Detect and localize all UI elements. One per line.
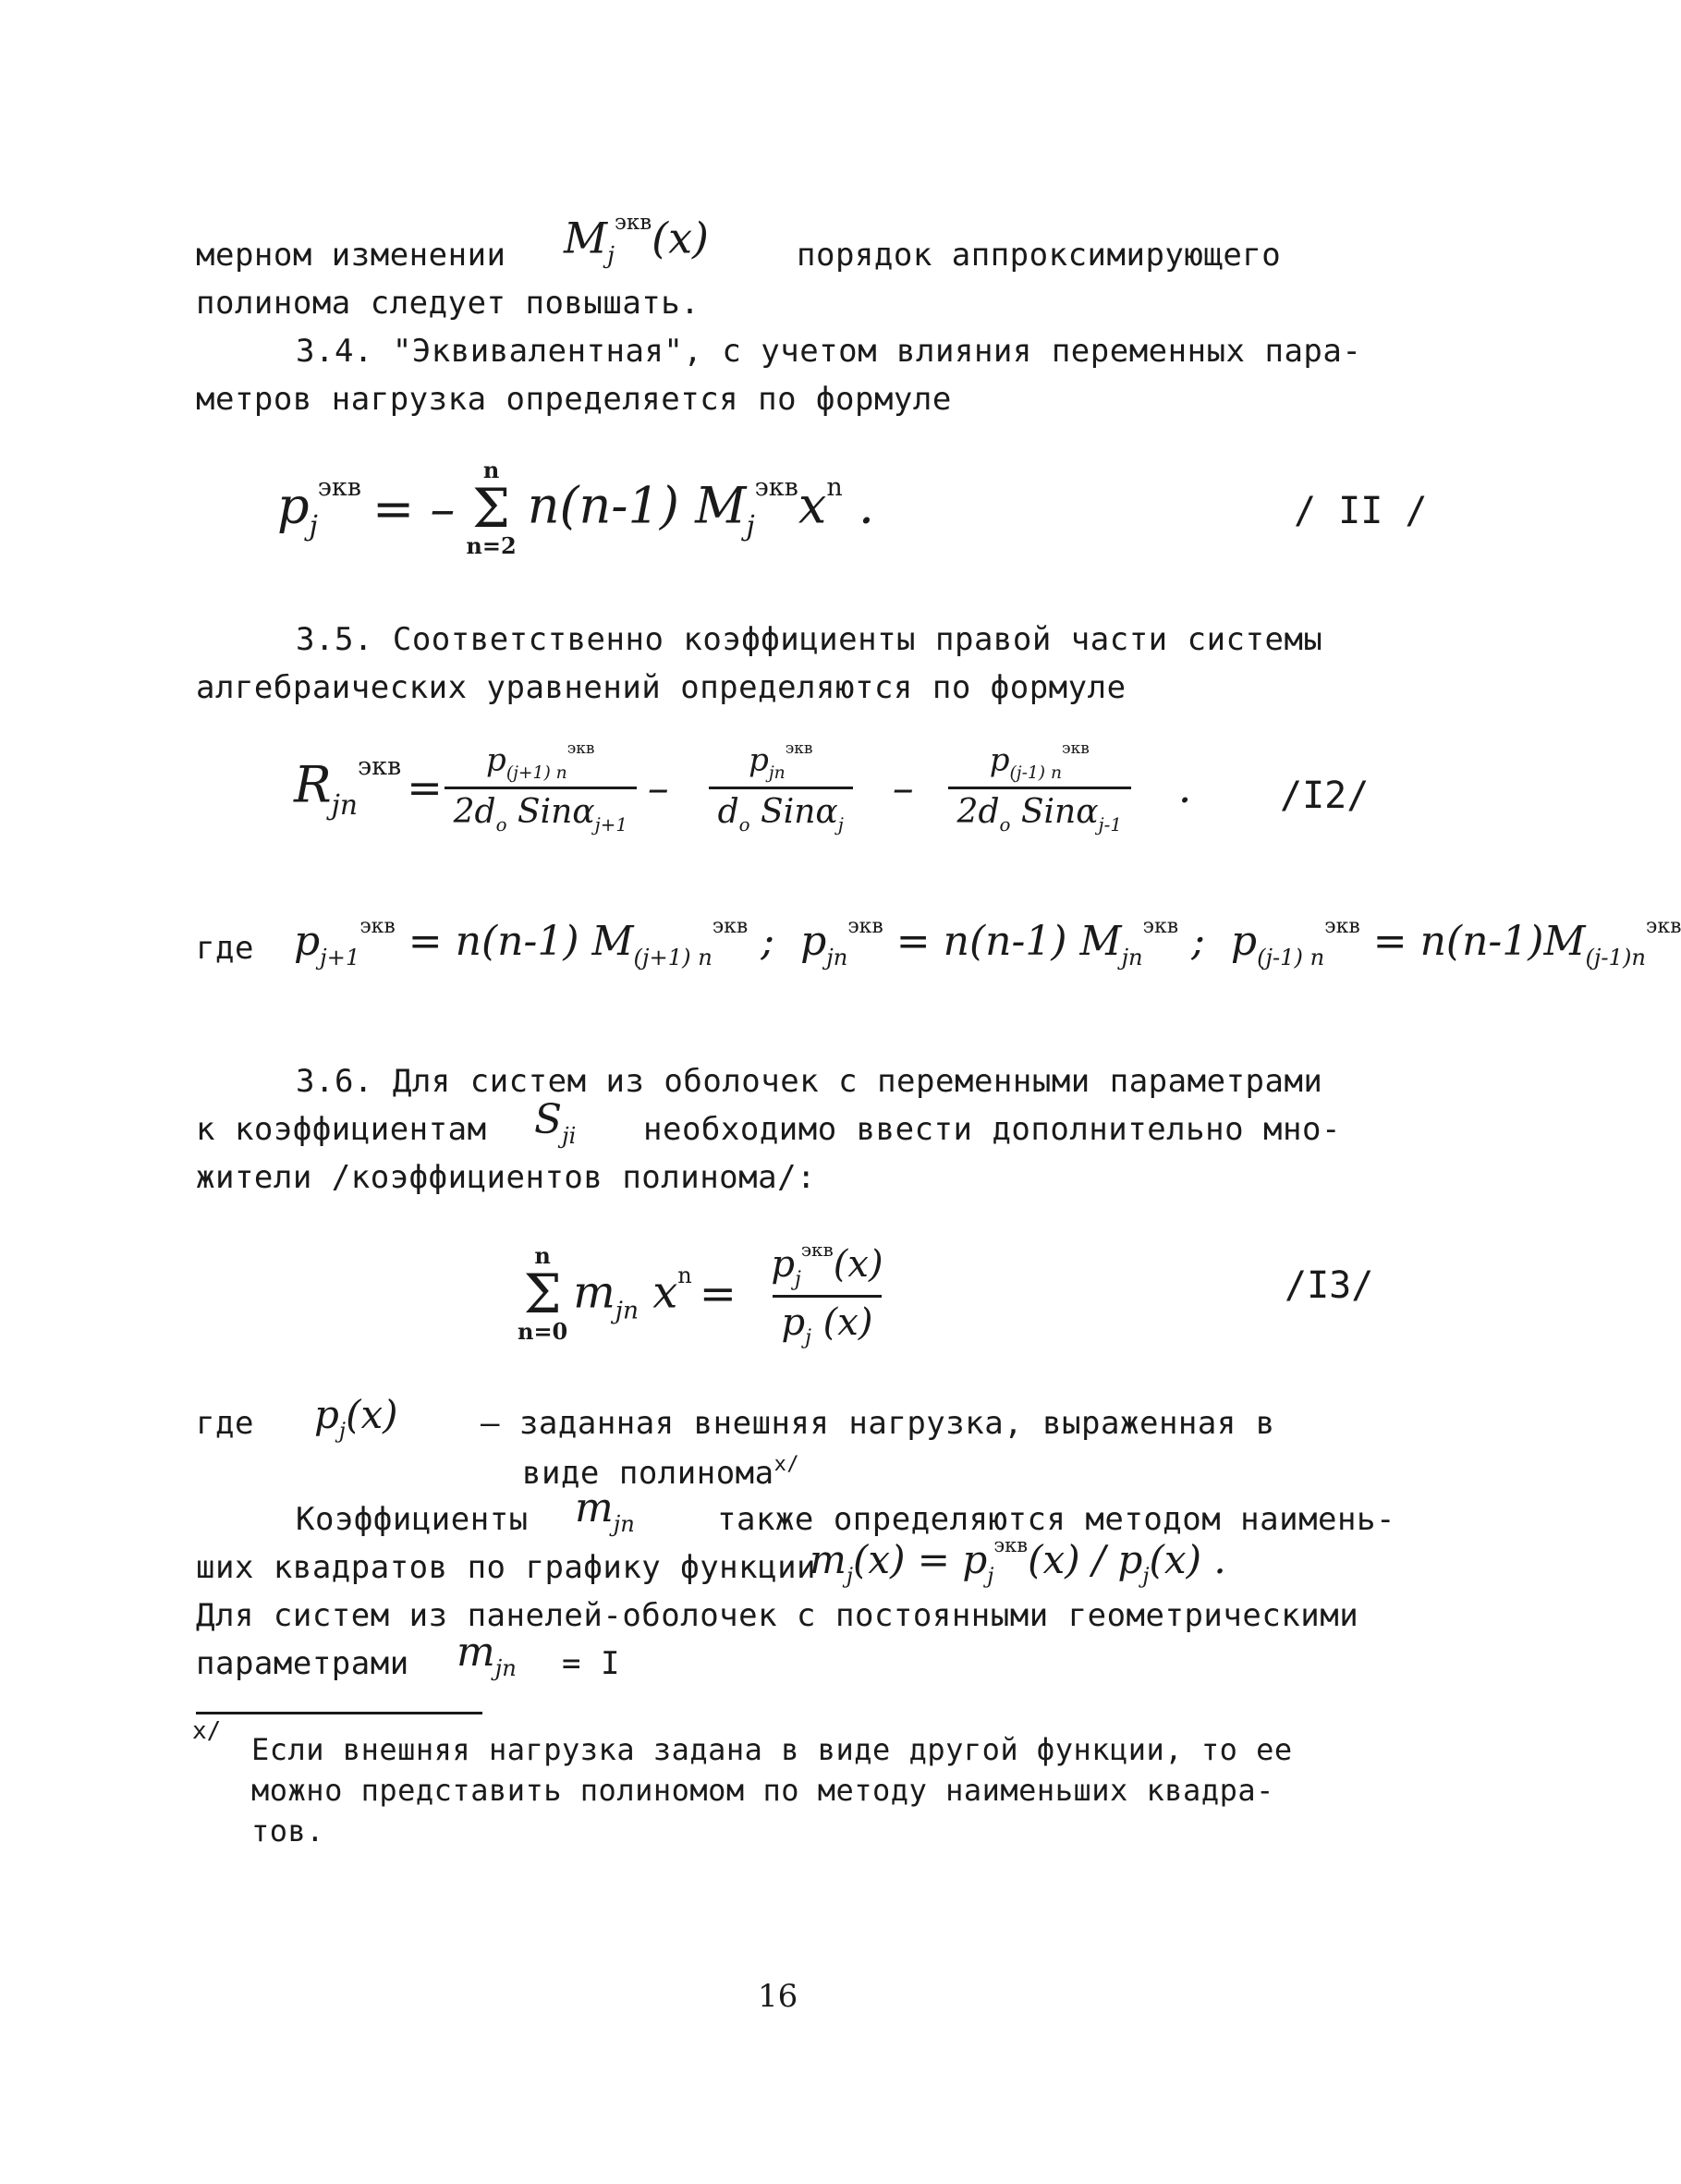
text-line-1b: порядок аппроксимирующего bbox=[797, 237, 1282, 274]
inline-formula-mj-ratio: $m_j(x) = p_j^{экв}(x) / p_j(x)$ . bbox=[810, 1534, 1226, 1589]
coef-line-2: ших квадратов по графику функции bbox=[196, 1549, 817, 1586]
equation-13: n Σ n=0 $m_{jn}$ $x^n$ = $\frac{p_j^{экв}(x)}{p_j (x)}$ bbox=[518, 1238, 883, 1349]
footnote-ref: x/ bbox=[774, 1453, 800, 1476]
footnote-marker: x/ bbox=[192, 1717, 222, 1745]
coef-line-1b: также определяются методом наимень- bbox=[717, 1501, 1395, 1538]
footnote-line-1: Если внешняя нагрузка задана в виде другой функции, то ее bbox=[251, 1732, 1293, 1767]
inline-formula-Mj-ekv: $M_j^{экв}(x)$ bbox=[564, 211, 710, 269]
page-number: 16 bbox=[758, 1978, 798, 2015]
where-2-text: виде полинома bbox=[522, 1455, 774, 1492]
coef-line-4a: параметрами bbox=[196, 1645, 409, 1682]
footnote-line-3: тов. bbox=[251, 1813, 325, 1848]
para-3-5-line-1: 3.5. Соответственно коэффициенты правой части системы bbox=[296, 621, 1323, 658]
equation-12: $R_{jn}^{экв}$ = $\frac{p_{(j+1) n}^{экв}}{2d_o Sin\alpha_{j+1}}$ – $\frac{p_{jn}^{экв}}{d_o Sin\alpha_j}$ – $\frac{p_{(j-1) n}^{экв}}{2d_o Sin\alpha_{j-1}}$ . bbox=[294, 739, 1192, 836]
where-2-text-line-1: – заданная внешняя нагрузка, выраженная в bbox=[481, 1405, 1275, 1442]
para-3-5-line-2: алгебраических уравнений определяются по формуле bbox=[196, 669, 1127, 706]
footnote-rule bbox=[196, 1712, 482, 1714]
where-2-text-line-2 bbox=[522, 1453, 799, 1492]
para-3-6-line-1: 3.6. Для систем из оболочек с переменными параметрами bbox=[296, 1063, 1323, 1100]
inline-formula-mjn-1: $m_{jn}$ bbox=[575, 1484, 635, 1537]
equation-12-number: /I2/ bbox=[1280, 775, 1370, 817]
para-3-4-line-1: 3.4. "Эквивалентная", с учетом влияния переменных пара- bbox=[296, 333, 1362, 370]
para-3-4-line-2: метров нагрузка определяется по формуле bbox=[196, 381, 952, 418]
where-label-1: где bbox=[196, 930, 254, 967]
text-line-1a: мерном изменении bbox=[196, 237, 506, 274]
para-3-6-line-3: жители /коэффициентов полинома/: bbox=[196, 1159, 817, 1196]
para-3-6-line-2a: к коэффициентам bbox=[196, 1111, 487, 1148]
inline-formula-mjn-2: $m_{jn}$ bbox=[457, 1629, 517, 1681]
where-label-2: где bbox=[196, 1405, 254, 1442]
equation-11: $p_j^{экв}$ = – n Σ n=2 n(n-1) $M_j^{экв}x^n$ . bbox=[277, 457, 875, 559]
coef-line-3: Для систем из панелей-оболочек с постоянными геометрическими bbox=[196, 1597, 1359, 1634]
inline-formula-pj-x: $p_j(x)$ bbox=[314, 1392, 398, 1444]
equation-13-number: /I3/ bbox=[1285, 1264, 1374, 1307]
footnote-line-2: можно представить полиномом по методу наименьших квадра- bbox=[251, 1773, 1274, 1808]
equation-12-definitions: $p_{j+1}^{экв} = n(n-1)$ $M_{(j+1) n}^{экв}$ ; $p_{jn}^{экв} = n(n-1)$ $M_{jn}^{экв}$ ; $p_{(j-1) n}^{экв} = n(n-1)M_{(j-1)n}^{экв}$ bbox=[294, 915, 1681, 971]
para-3-6-line-2b: необходимо ввести дополнительно мно- bbox=[643, 1111, 1341, 1148]
coef-line-1a: Коэффициенты bbox=[296, 1501, 529, 1538]
equation-11-number: / II / bbox=[1294, 490, 1428, 532]
inline-formula-Sji: $S_{ji}$ bbox=[534, 1096, 577, 1149]
text-line-2: полинома следует повышать. bbox=[196, 285, 700, 322]
coef-line-4b: = I bbox=[562, 1645, 620, 1682]
